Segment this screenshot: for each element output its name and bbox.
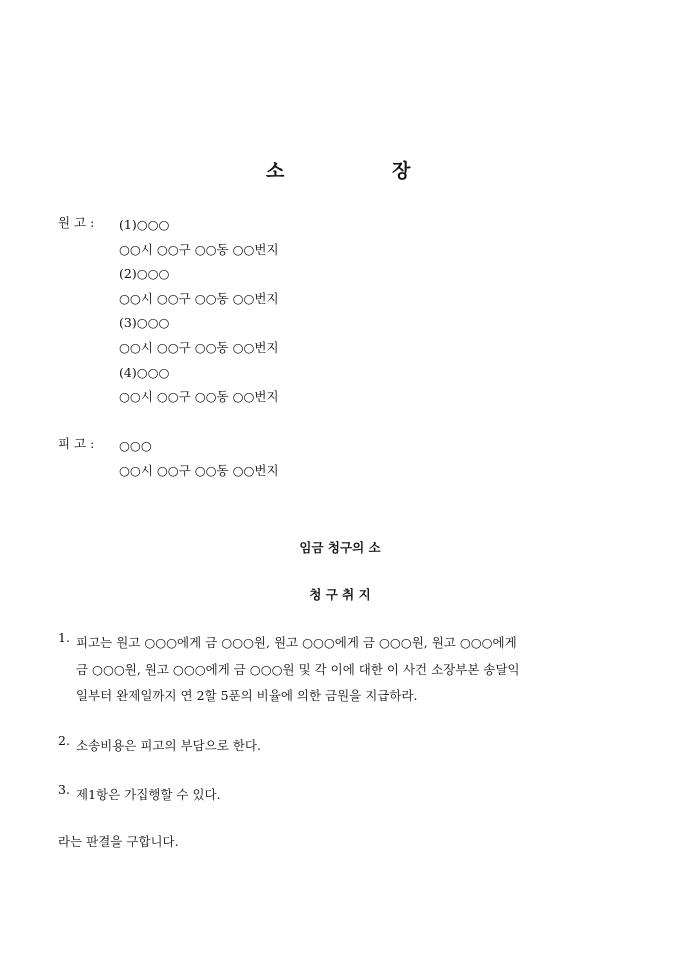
defendant-lines: [119, 434, 279, 483]
claim-item-2: [58, 733, 628, 760]
document-title: [0, 156, 680, 184]
claim-line: 제1항은 가집행할 수 있다.: [76, 787, 221, 802]
plaintiff-line: ○○시 ○○구 ○○동 ○○번지: [119, 290, 279, 306]
plaintiff-line: ○○시 ○○구 ○○동 ○○번지: [119, 241, 279, 257]
claim-item-1: [58, 630, 628, 710]
claim-line: 일부터 완제일까지 연 2할 5푼의 비율에 의한 금원을 지급하라.: [76, 688, 418, 703]
claim-number: 3.: [58, 782, 70, 797]
plaintiff-line: ○○시 ○○구 ○○동 ○○번지: [119, 339, 279, 355]
plaintiff-line: ○○시 ○○구 ○○동 ○○번지: [119, 389, 279, 405]
case-name: 임금 청구의 소: [299, 540, 381, 555]
claim-text: [76, 782, 628, 809]
claim-line: 피고는 원고 ○○○에게 금 ○○○원, 원고 ○○○에게 금 ○○○원, 원고 ○○○에게: [76, 635, 517, 650]
closing-sentence: 라는 판결을 구합니다.: [58, 834, 179, 849]
plaintiff-line: (3)○○○: [119, 315, 170, 331]
claim-number: 2.: [58, 733, 70, 748]
claim-number: 1.: [58, 630, 70, 645]
claim-text: [76, 630, 628, 710]
plaintiff-line: (1)○○○: [119, 217, 170, 232]
claim-line: 소송비용은 피고의 부담으로 한다.: [76, 738, 261, 753]
section-heading: 청 구 취 지: [309, 587, 371, 602]
plaintiff-line: (4)○○○: [119, 364, 170, 380]
plaintiff-lines: [119, 213, 279, 410]
claim-item-3: [58, 782, 628, 809]
defendant-line: ○○○: [119, 438, 152, 453]
claim-line: 금 ○○○원, 원고 ○○○에게 금 ○○○원 및 각 이에 대한 이 사건 소장부본 송달익: [76, 661, 520, 677]
plaintiff-line: (2)○○○: [119, 266, 170, 282]
title-char-jang: 장: [392, 160, 411, 182]
claim-text: [76, 733, 628, 760]
defendant-label: 피 고 :: [58, 436, 95, 451]
title-char-so: 소: [266, 160, 285, 182]
plaintiff-label: 원 고 :: [58, 215, 95, 230]
defendant-line: ○○시 ○○구 ○○동 ○○번지: [119, 462, 279, 478]
